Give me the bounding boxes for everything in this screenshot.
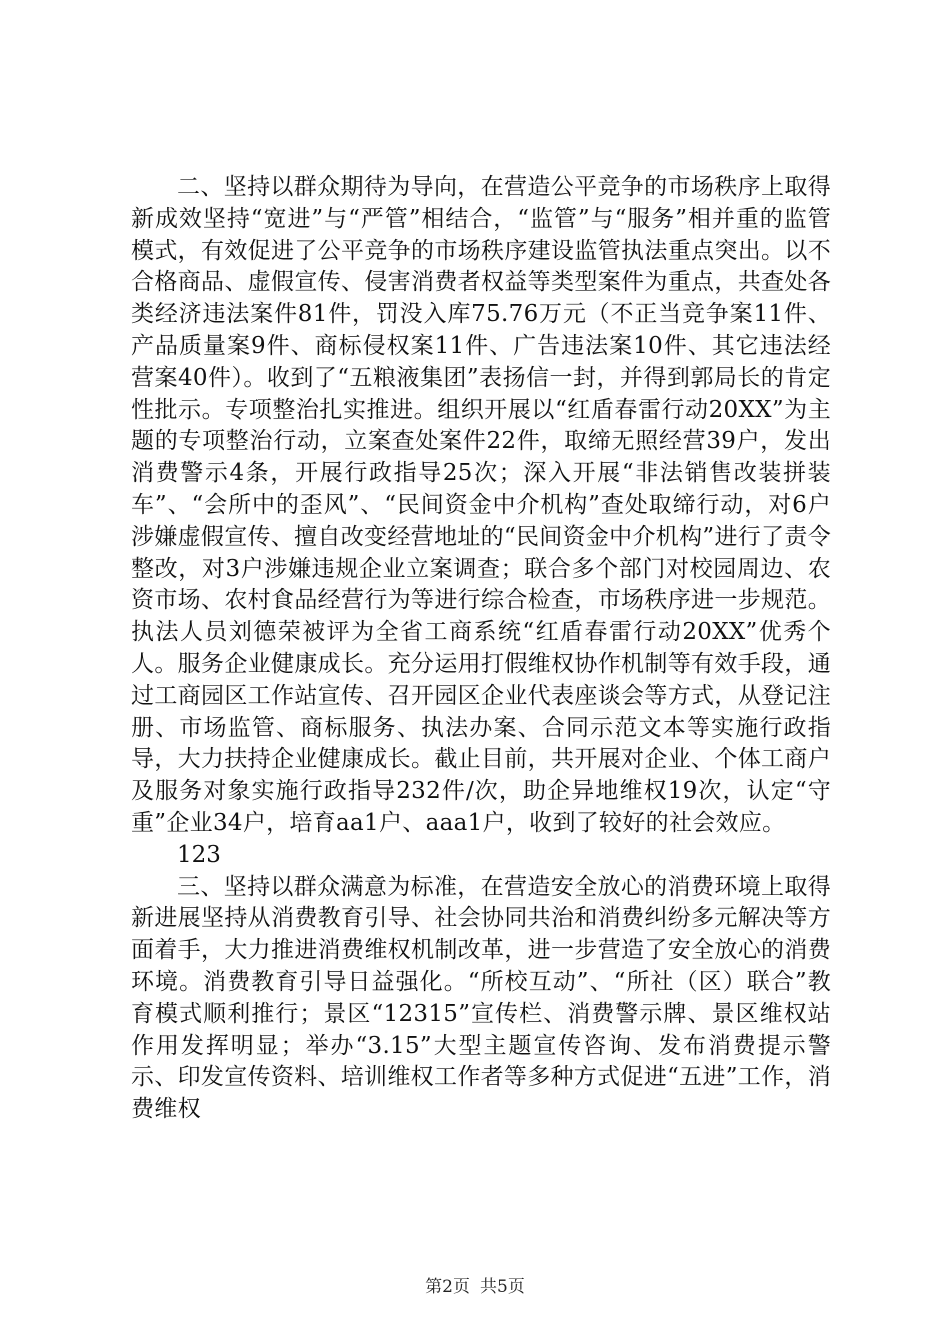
page-number: 第2页 <box>425 1277 470 1297</box>
page-total: 共5页 <box>480 1277 525 1297</box>
paragraph-marker: 123 <box>177 841 221 868</box>
paragraph-section-two: 二、坚持以群众期待为导向，在营造公平竞争的市场秩序上取得新成效坚持“宽进”与“严管”相结合，“监管”与“服务”相并重的监管模式，有效促进了公平竞争的市场秩序建设监管执法重点突出。以不合格商品、虚假宣传、侵害消费者权益等类型案件为重点，共查处各类经济违法案件81件，罚没入库75.76万元（不正当竞争案11件、产品质量案9件、商标侵权案11件、广告违法案10件、其它违法经营案40件）。收到了“五粮液集团”表扬信一封，并得到郭局长的肯定性批示。专项整治扎实推进。组织开展以“红盾春雷行动20XX”为主题的专项整治行动，立案查处案件22件，取缔无照经营39户，发出消费警示4条，开展行政指导25次；深入开展“非法销售改装拼装车”、“会所中的歪风”、“民间资金中介机构”查处取缔行动，对6户涉嫌虚假宣传、擅自改变经营地址的“民间资金中介机构”进行了责令整改，对3户涉嫌违规企业立案调查；联合多个部门对校园周边、农资市场、农村食品经营行为等进行综合检查，市场秩序进一步规范。执法人员刘德荣被评为全省工商系统“红盾春雷行动20XX”优秀个人。服务企业健康成长。充分运用打假维权协作机制等有效手段，通过工商园区工作站宣传、召开园区企业代表座谈会等方式，从登记注册、市场监管、商标服务、执法办案、合同示范文本等实施行政指导，大力扶持企业健康成长。截止目前，共开展对企业、个体工商户及服务对象实施行政指导232件/次，助企异地维权19次，认定“守重”企业34户，培育aa1户、aaa1户，收到了较好的社会效应。 <box>131 174 831 836</box>
paragraph-section-three: 三、坚持以群众满意为标准，在营造安全放心的消费环境上取得新进展坚持从消费教育引导、社会协同共治和消费纠纷多元解决等方面着手，大力推进消费维权机制改革，进一步营造了安全放心的消费环境。消费教育引导日益强化。“所校互动”、“所社（区）联合”教育模式顺利推行；景区“12315”宣传栏、消费警示牌、景区维权站作用发挥明显；举办“3.15”大型主题宣传咨询、发布消费提示警示、印发宣传资料、培训维权工作者等多种方式促进“五进”工作，消费维权 <box>131 873 831 1123</box>
page-footer <box>0 1276 950 1298</box>
document-body <box>131 172 831 1126</box>
